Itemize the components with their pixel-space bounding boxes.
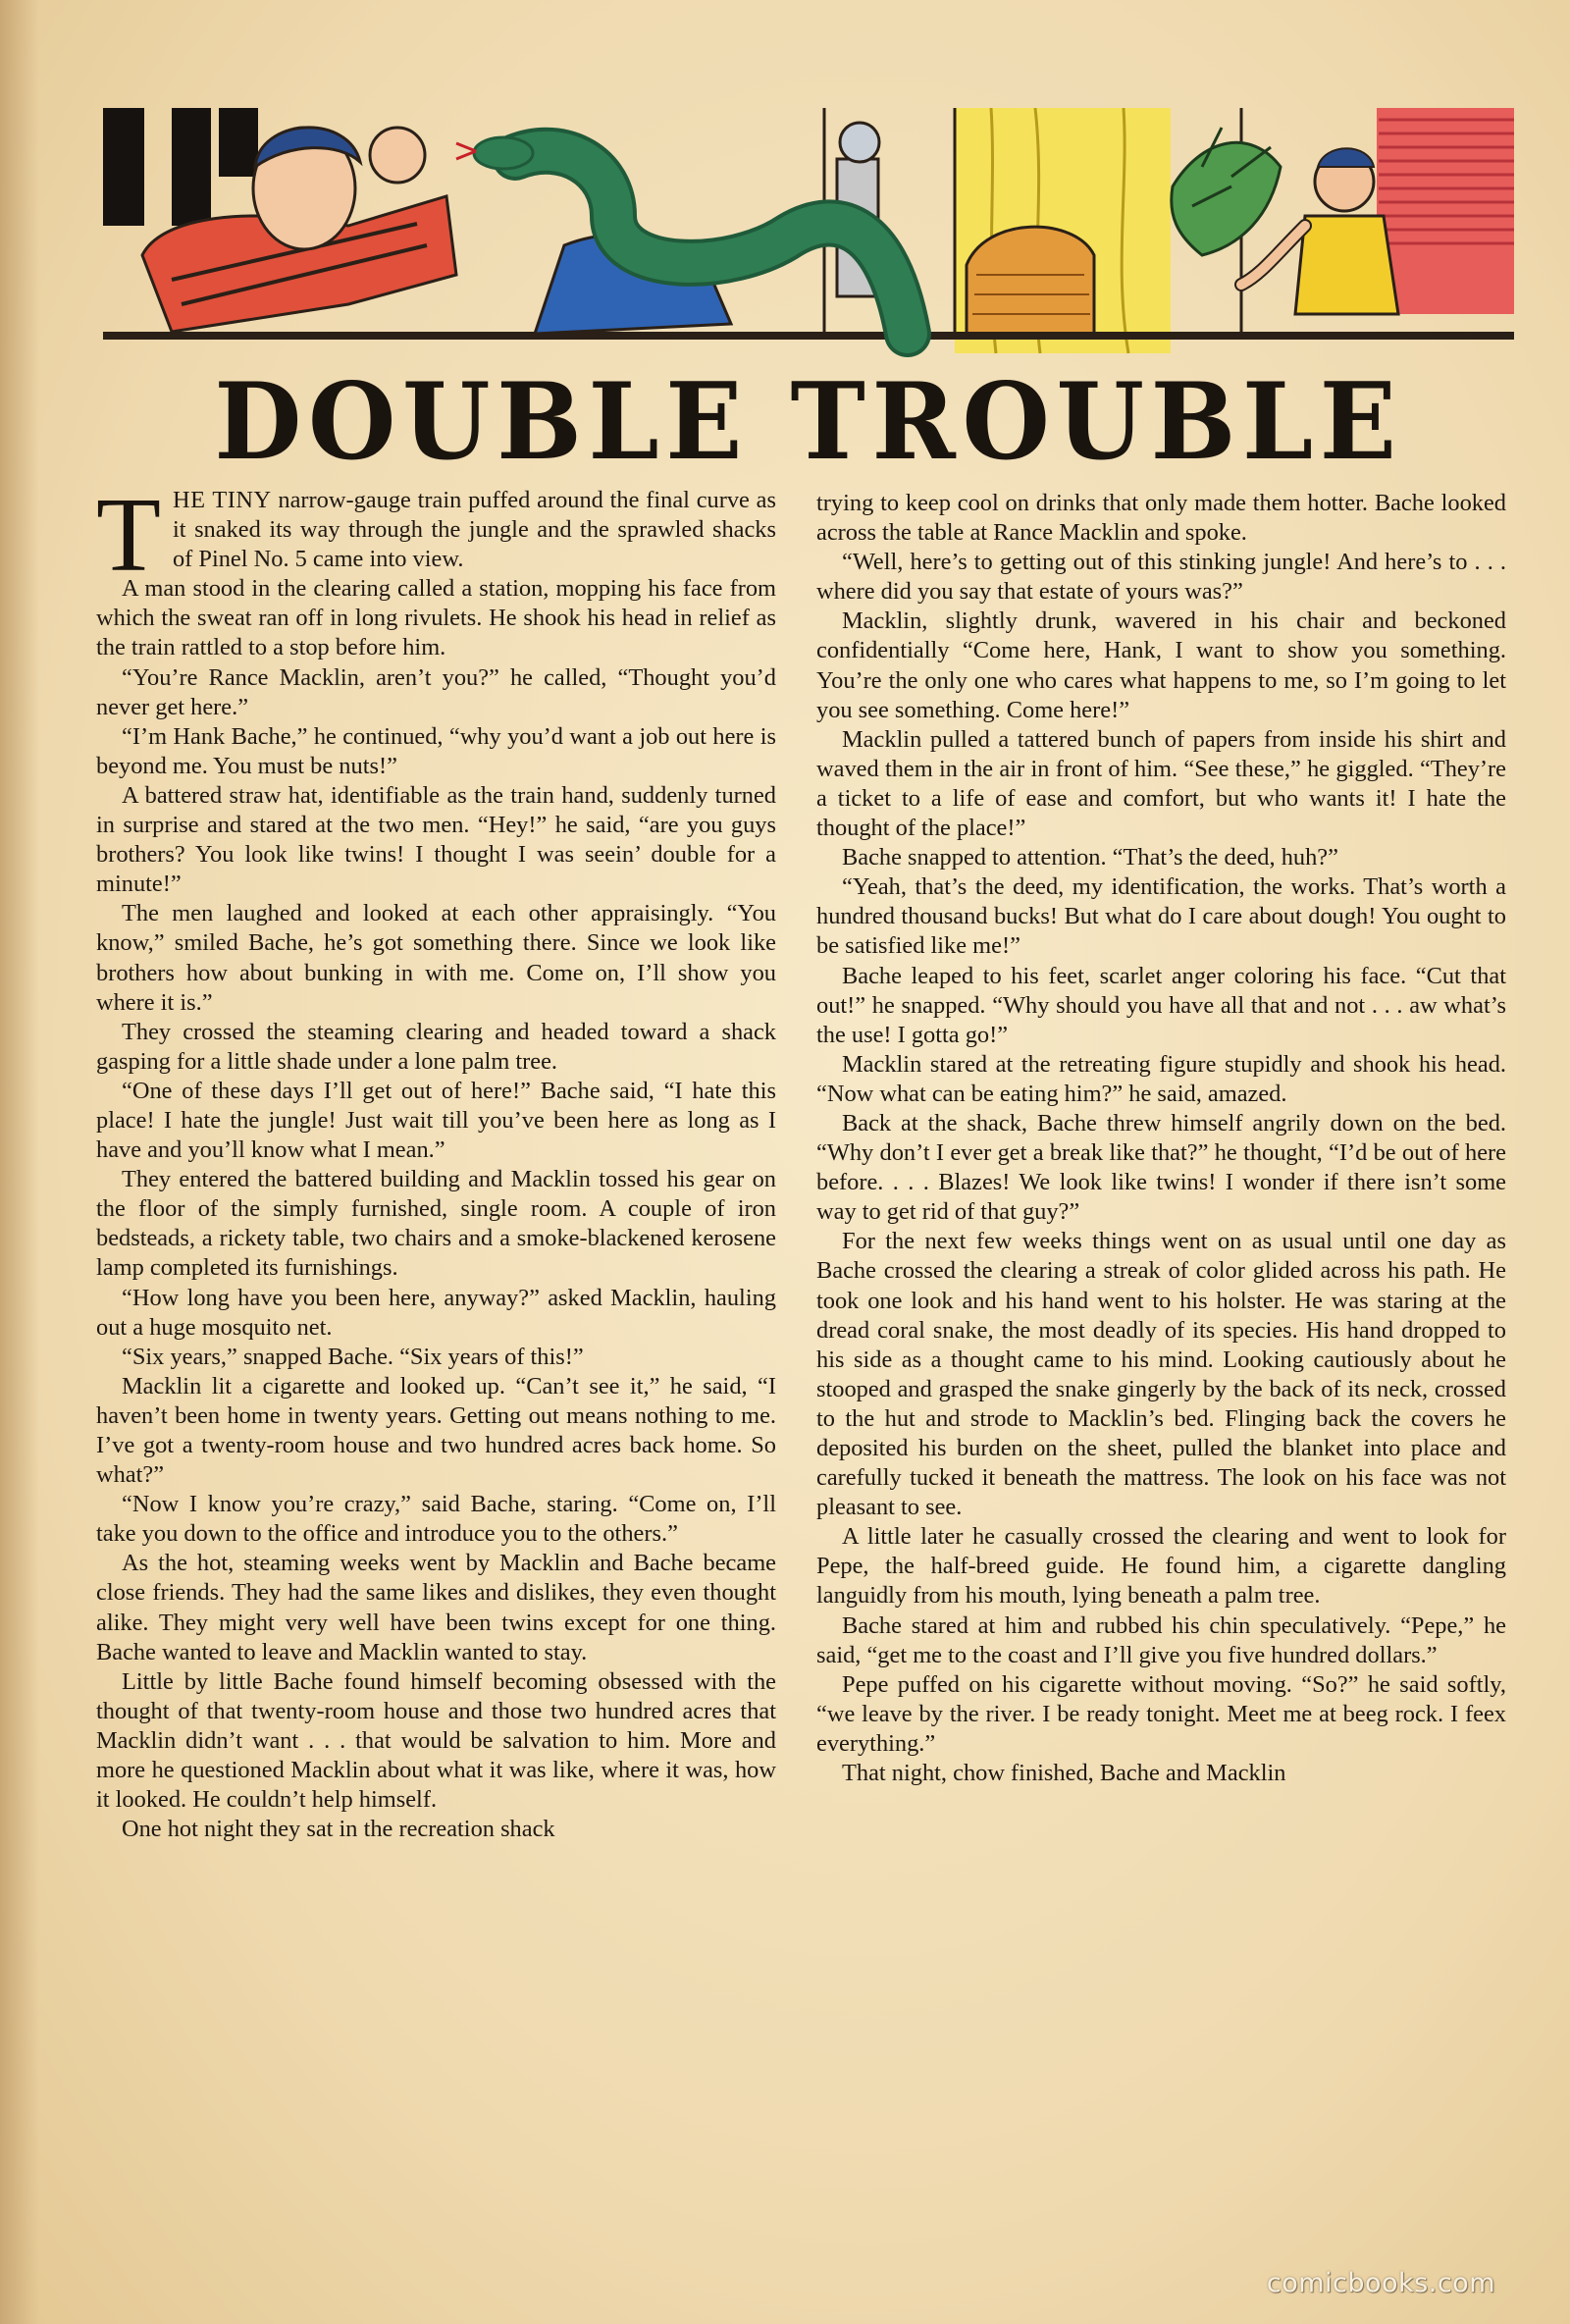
snake-head <box>474 137 533 169</box>
paragraph: Pepe puffed on his cigarette without moving. “So?” he said softly, “we leave by the river. I be ready tonight. Meet me at beeg rock. I feex everything.” <box>816 1670 1506 1757</box>
ground-line <box>103 332 1514 340</box>
red-wall <box>1377 108 1514 314</box>
paragraph: A man stood in the clearing called a station, mopping his face from which the sweat ran off in long rivulets. He shook his head in relief as the train rattled to a stop before him. <box>96 575 776 661</box>
page-edge-shadow <box>0 0 39 2324</box>
paragraph: One hot night they sat in the recreation shack <box>122 1816 555 1843</box>
paragraph: “Six years,” snapped Bache. “Six years of this!” <box>122 1343 584 1370</box>
black-bar-left <box>103 108 144 226</box>
paragraph: “Now I know you’re crazy,” said Bache, staring. “Come on, I’ll take you down to the office and introduce you to the others.” <box>96 1491 776 1548</box>
paragraph: For the next few weeks things went on as usual until one day as Bache crossed the clearing a streak of color glided across his path. He took one look and his hand went to his holster. He was staring at the dread coral snake, the most deadly of its species. His hand dropped to his side as a thought came to his mind. Looking cautiously about he stooped and grasped the snake gingerly by the back of its neck, crossed to the hut and strode to Macklin’s bed. Flinging back the covers he deposited his burden on the sheet, pulled the blanket into place and carefully tucked it beneath the mattress. The look on his face was not pleasant to see. <box>816 1228 1506 1521</box>
opening-text: narrow-gauge train puffed around the final curve as it snaked its way through the jungle and the sprawled shacks of Pinel No. 5 came into view. <box>172 487 776 573</box>
source-watermark: comicbooks.com <box>1266 2268 1495 2298</box>
paragraph: Back at the shack, Bache threw himself angrily down on the bed. “Why don’t I ever get a break like that?” he thought, “I’d be out of here before. . . . Blazes! We look like twins! I wonder if there isn’t some way to get rid of that guy?” <box>816 1109 1506 1226</box>
paragraph: Macklin pulled a tattered bunch of papers from inside his shirt and waved them in the air in front of him. “See these,” he giggled. “They’re a ticket to a life of ease and comfort, but who wants it! I hate the thought of the place!” <box>816 725 1506 842</box>
paragraph: Macklin stared at the retreating figure stupidly and shook his head. “Now what can be eating him?” he said, amazed. <box>816 1050 1506 1107</box>
header-illustration <box>103 108 1514 365</box>
paragraph: A little later he casually crossed the clearing and went to look for Pepe, the half-breed guide. He found him, a cigarette dangling languidly from his mouth, lying beneath a palm tree. <box>816 1523 1506 1610</box>
paragraph-continued: trying to keep cool on drinks that only made them hotter. Bache looked across the table at Rance Macklin and spoke. <box>816 490 1506 547</box>
paragraph: They entered the battered building and Macklin tossed his gear on the floor of the simply furnished, single room. A couple of iron bedsteads, a rickety table, two chairs and a smoke-blackened kerosene lamp completed its furnishings. <box>96 1166 776 1282</box>
black-bar-middle <box>172 108 211 226</box>
paragraph: The men laughed and looked at each other appraisingly. “You know,” smiled Bache, he’s got something there. Since we look like brothers how about bunking in with me. Come on, I’ll show you where it is.” <box>96 900 776 1016</box>
man-right-shirt <box>1295 216 1398 314</box>
black-bar-right <box>219 108 258 177</box>
paragraph: “How long have you been here, anyway?” asked Macklin, hauling out a huge mosquito net. <box>96 1284 776 1341</box>
paragraph: Bache snapped to attention. “That’s the deed, huh?” <box>842 844 1338 872</box>
opening-paragraph <box>96 477 776 594</box>
paragraph: “Well, here’s to getting out of this stinking jungle! And here’s to . . . where did you say that estate of yours was?” <box>816 549 1506 606</box>
paragraph: As the hot, steaming weeks went by Macklin and Bache became close friends. They had the same likes and dislikes, they even thought alike. They might very well have been twins except for one thing. Bache wanted to leave and Macklin wanted to stay. <box>96 1550 776 1665</box>
paragraph: Bache leaped to his feet, scarlet anger coloring his face. “Cut that out!” he snapped. “Why should you have all that and not . . . aw what’s the use! I gotta go!” <box>816 962 1506 1048</box>
paragraph: Macklin, slightly drunk, wavered in his chair and beckoned confidentially “Come here, Hank, I want to show you something. You’re the only one who cares what happens to me, so I’m going to let you see something. Come here!” <box>816 607 1506 723</box>
paragraph: They crossed the steaming clearing and headed toward a shack gasping for a little shade under a lone palm tree. <box>96 1018 776 1075</box>
text-column-right <box>816 489 1506 1788</box>
paragraph: “I’m Hank Bache,” he continued, “why you’d want a job out here is beyond me. You must be nuts!” <box>96 722 776 779</box>
header-illustration-art <box>103 108 1514 365</box>
paragraph: “Yeah, that’s the deed, my identification, the works. That’s worth a hundred thousand bucks! But what do I care about dough! You ought to be satisfied like me!” <box>816 873 1506 960</box>
wicker-basket <box>967 227 1094 334</box>
drop-cap: T <box>96 477 161 594</box>
paragraph: That night, chow finished, Bache and Macklin <box>842 1760 1286 1787</box>
opening-small-caps: HE TINY <box>172 487 272 513</box>
text-column-left <box>96 477 776 1844</box>
paragraph: Macklin lit a cigarette and looked up. “Can’t see it,” he said, “I haven’t been home in twenty years. Getting out means nothing to me. I’ve got a twenty-room house and two hundred acres back home. So what?” <box>96 1372 776 1489</box>
paragraph: “You’re Rance Macklin, aren’t you?” he called, “Thought you’d never get here.” <box>96 663 776 720</box>
paragraph: Bache stared at him and rubbed his chin speculatively. “Pepe,” he said, “get me to the coast and I’ll give you five hundred dollars.” <box>816 1611 1506 1668</box>
man-left-fist <box>370 128 425 183</box>
paragraph: A battered straw hat, identifiable as the train hand, suddenly turned in surprise and stared at the two men. “Hey!” he said, “are you guys brothers? You look like twins! I thought I was seein’ double for a minute!” <box>96 781 776 898</box>
potted-plant <box>1172 142 1281 255</box>
paragraph: “One of these days I’ll get out of here!” Bache said, “I hate this place! I hate the jungle! Just wait till you’ve been here as long as I have and you’ll know what I mean.” <box>96 1077 776 1164</box>
story-title: DOUBLE TROUBLE <box>214 360 1403 484</box>
paragraph: Little by little Bache found himself becoming obsessed with the thought of that twenty-room house and those two hundred acres that Macklin didn’t want . . . that would be salvation to him. More and more he questioned Macklin about what it was like, where it was, how it looked. He couldn’t help himself. <box>96 1667 776 1814</box>
lamp-globe <box>840 123 879 162</box>
